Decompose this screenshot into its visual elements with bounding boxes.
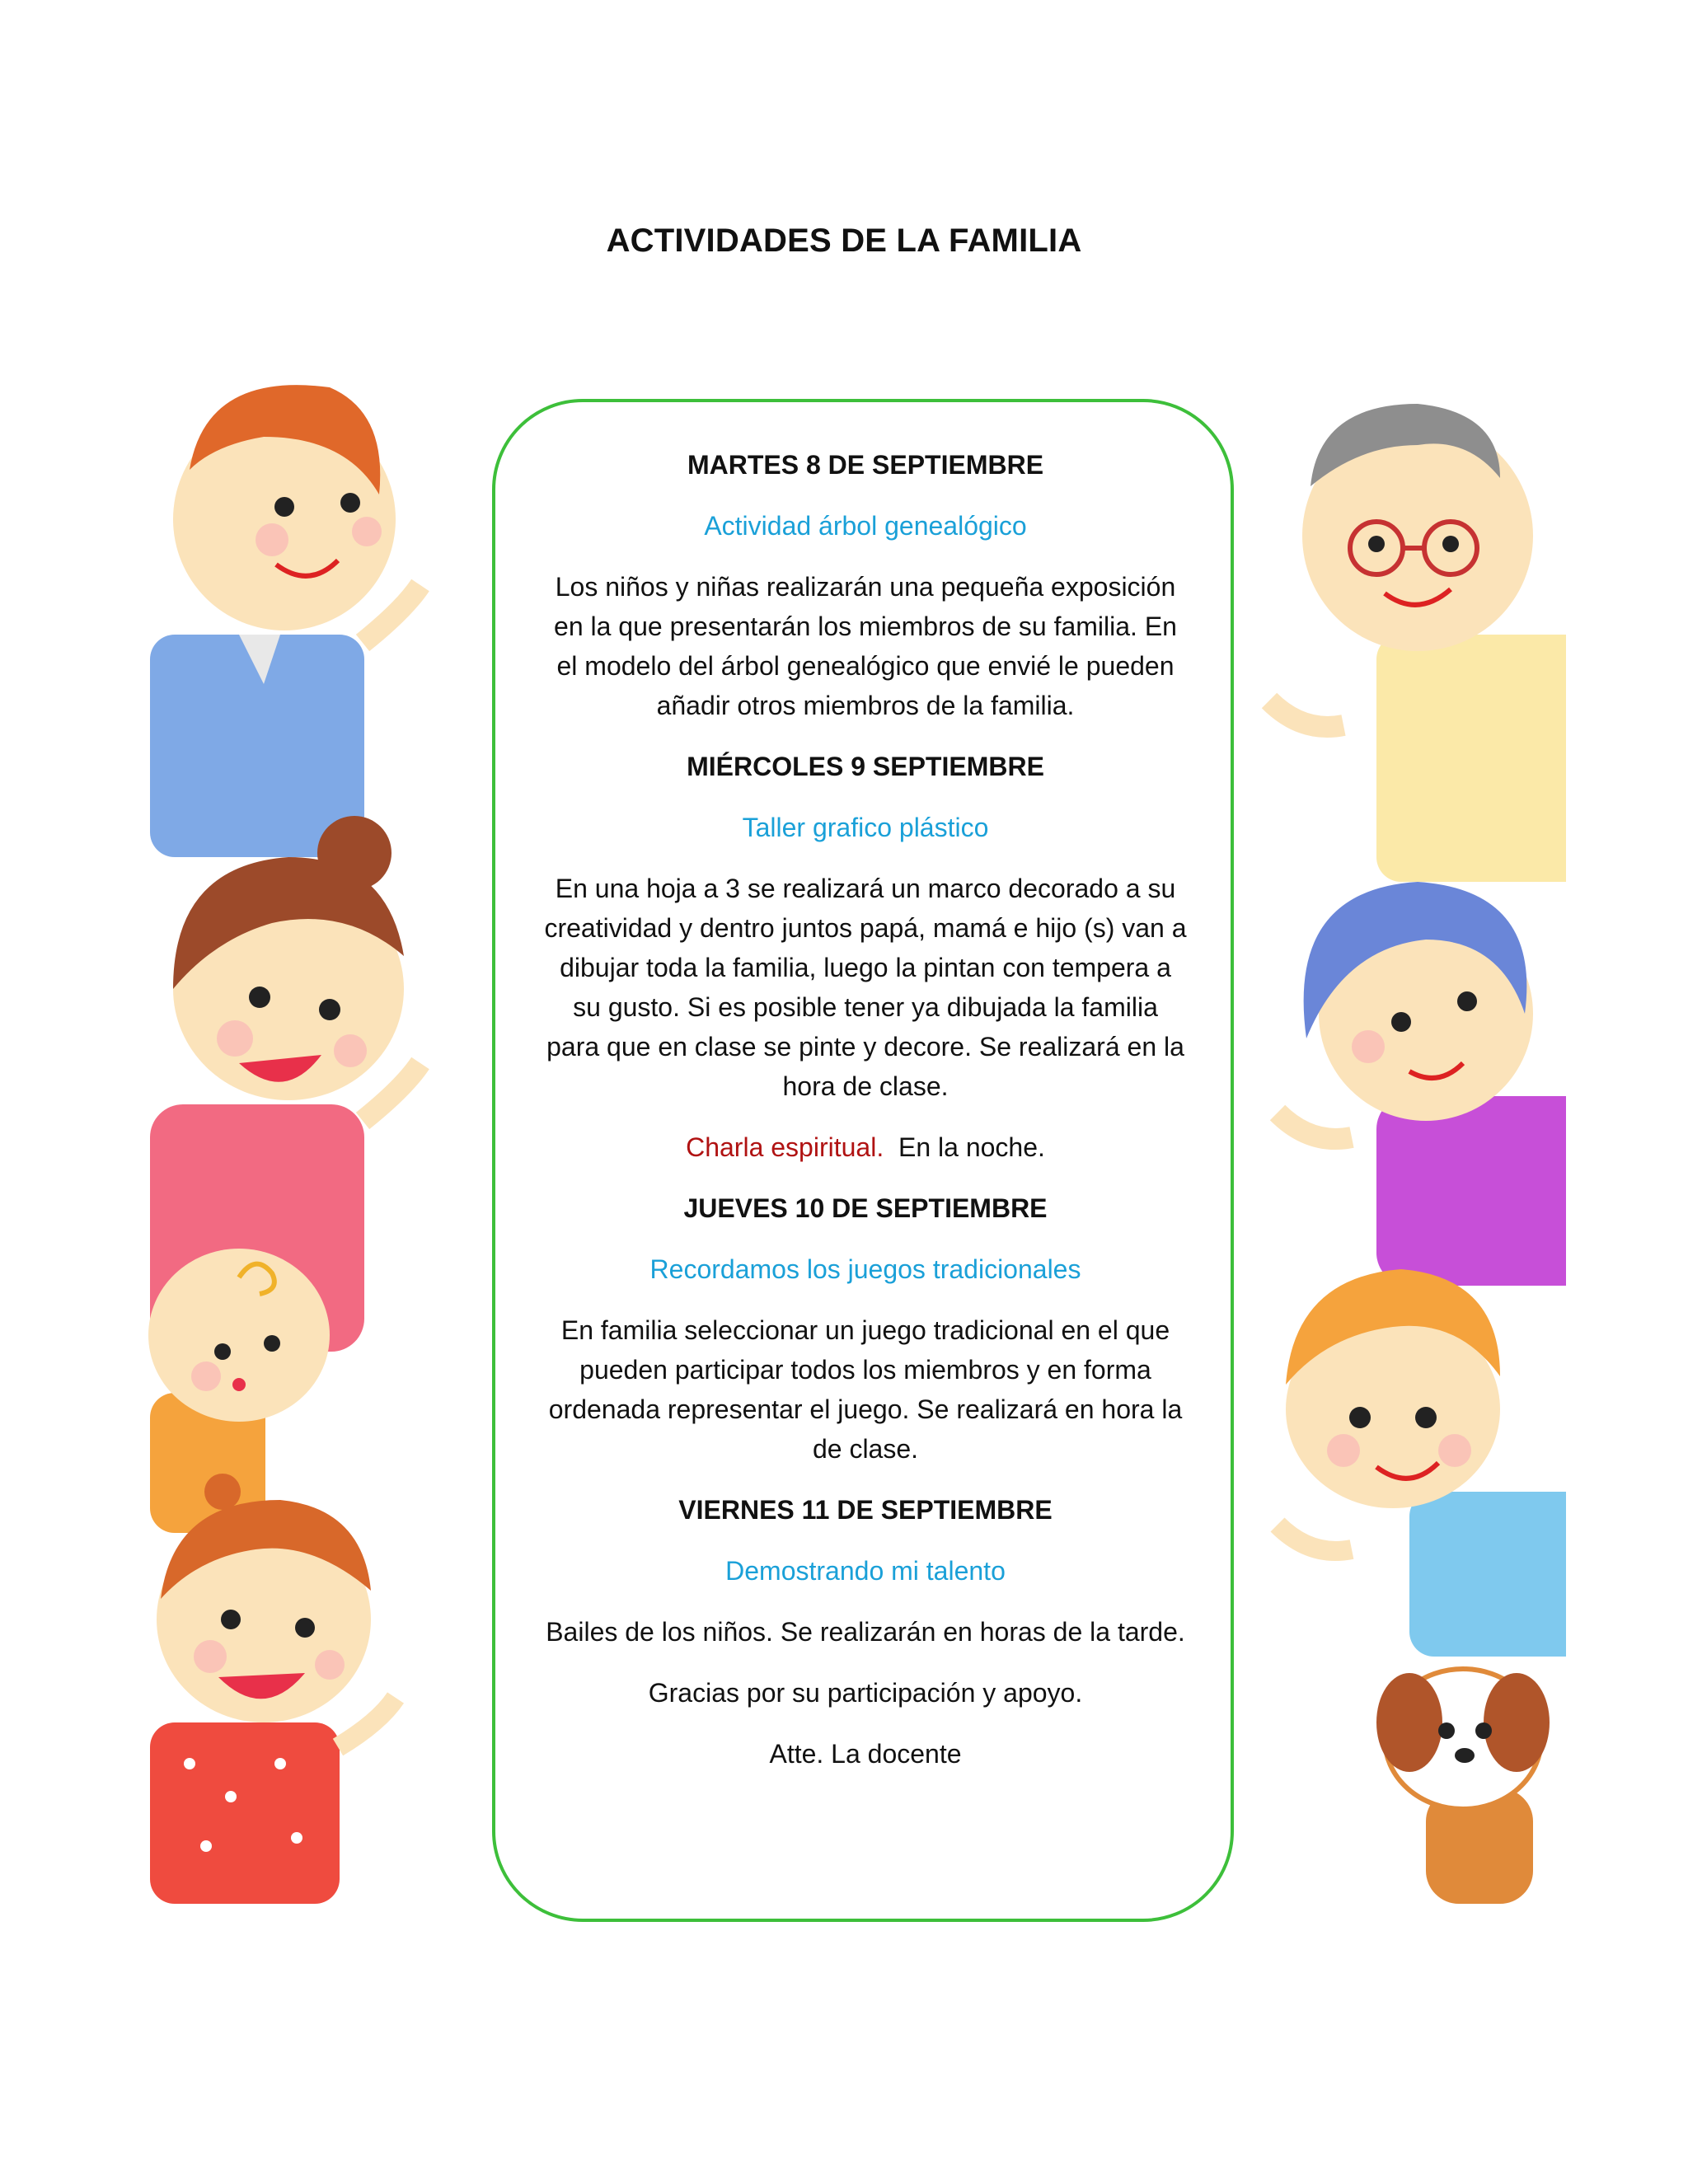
girl-figure (150, 1474, 396, 1904)
family-illustration-right (1253, 387, 1566, 1912)
activity-description-friday: Bailes de los niños. Se realizarán en horas de la tarde. (546, 1617, 1185, 1647)
evening-activity-note: En la noche. (898, 1132, 1045, 1162)
evening-activity-line (528, 1127, 1203, 1167)
activity-title-tuesday: Actividad árbol genealógico (704, 511, 1027, 541)
closing-thanks: Gracias por su participación y apoyo. (648, 1678, 1083, 1708)
day-heading-friday: VIERNES 11 DE SEPTIEMBRE (678, 1495, 1053, 1525)
boy-figure (1278, 1269, 1566, 1657)
evening-activity-title: Charla espiritual. (686, 1132, 884, 1162)
page-title: ACTIVIDADES DE LA FAMILIA (606, 223, 1082, 259)
family-illustration-left (140, 363, 437, 1904)
activity-title-wednesday: Taller grafico plástico (742, 813, 989, 842)
father-figure (150, 385, 420, 857)
activity-title-thursday: Recordamos los juegos tradicionales (649, 1254, 1081, 1284)
signature: Atte. La docente (769, 1739, 962, 1769)
grandmother-figure (1278, 882, 1566, 1286)
day-heading-tuesday: MARTES 8 DE SEPTIEMBRE (687, 450, 1044, 480)
activity-description-wednesday: En una hoja a 3 se realizará un marco decorado a su creatividad y dentro juntos papá, mamá e hijo (s) van a dibujar toda la familia, luego la pintan con tempera a su gusto. Si es posible tener ya dibujada la familia para que en clase se pinte y decore. Se realizará en la hora de clase. (544, 874, 1187, 1101)
activity-title-friday: Demostrando mi talento (725, 1556, 1006, 1586)
grandfather-figure (1269, 404, 1566, 882)
day-heading-thursday: JUEVES 10 DE SEPTIEMBRE (683, 1193, 1048, 1223)
activity-description-tuesday: Los niños y niñas realizarán una pequeña exposición en la que presentarán los miembros de su familia. En el modelo del árbol genealógico que envié le pueden añadir otros miembros de la familia. (554, 572, 1177, 720)
activity-description-thursday: En familia seleccionar un juego tradicional en el que pueden participar todos los miembros y en forma ordenada representar el juego. Se realizará en hora la de clase. (548, 1315, 1183, 1464)
dog-figure (1376, 1669, 1550, 1904)
day-heading-wednesday: MIÉRCOLES 9 SEPTIEMBRE (687, 752, 1044, 781)
schedule-content (528, 445, 1203, 1795)
